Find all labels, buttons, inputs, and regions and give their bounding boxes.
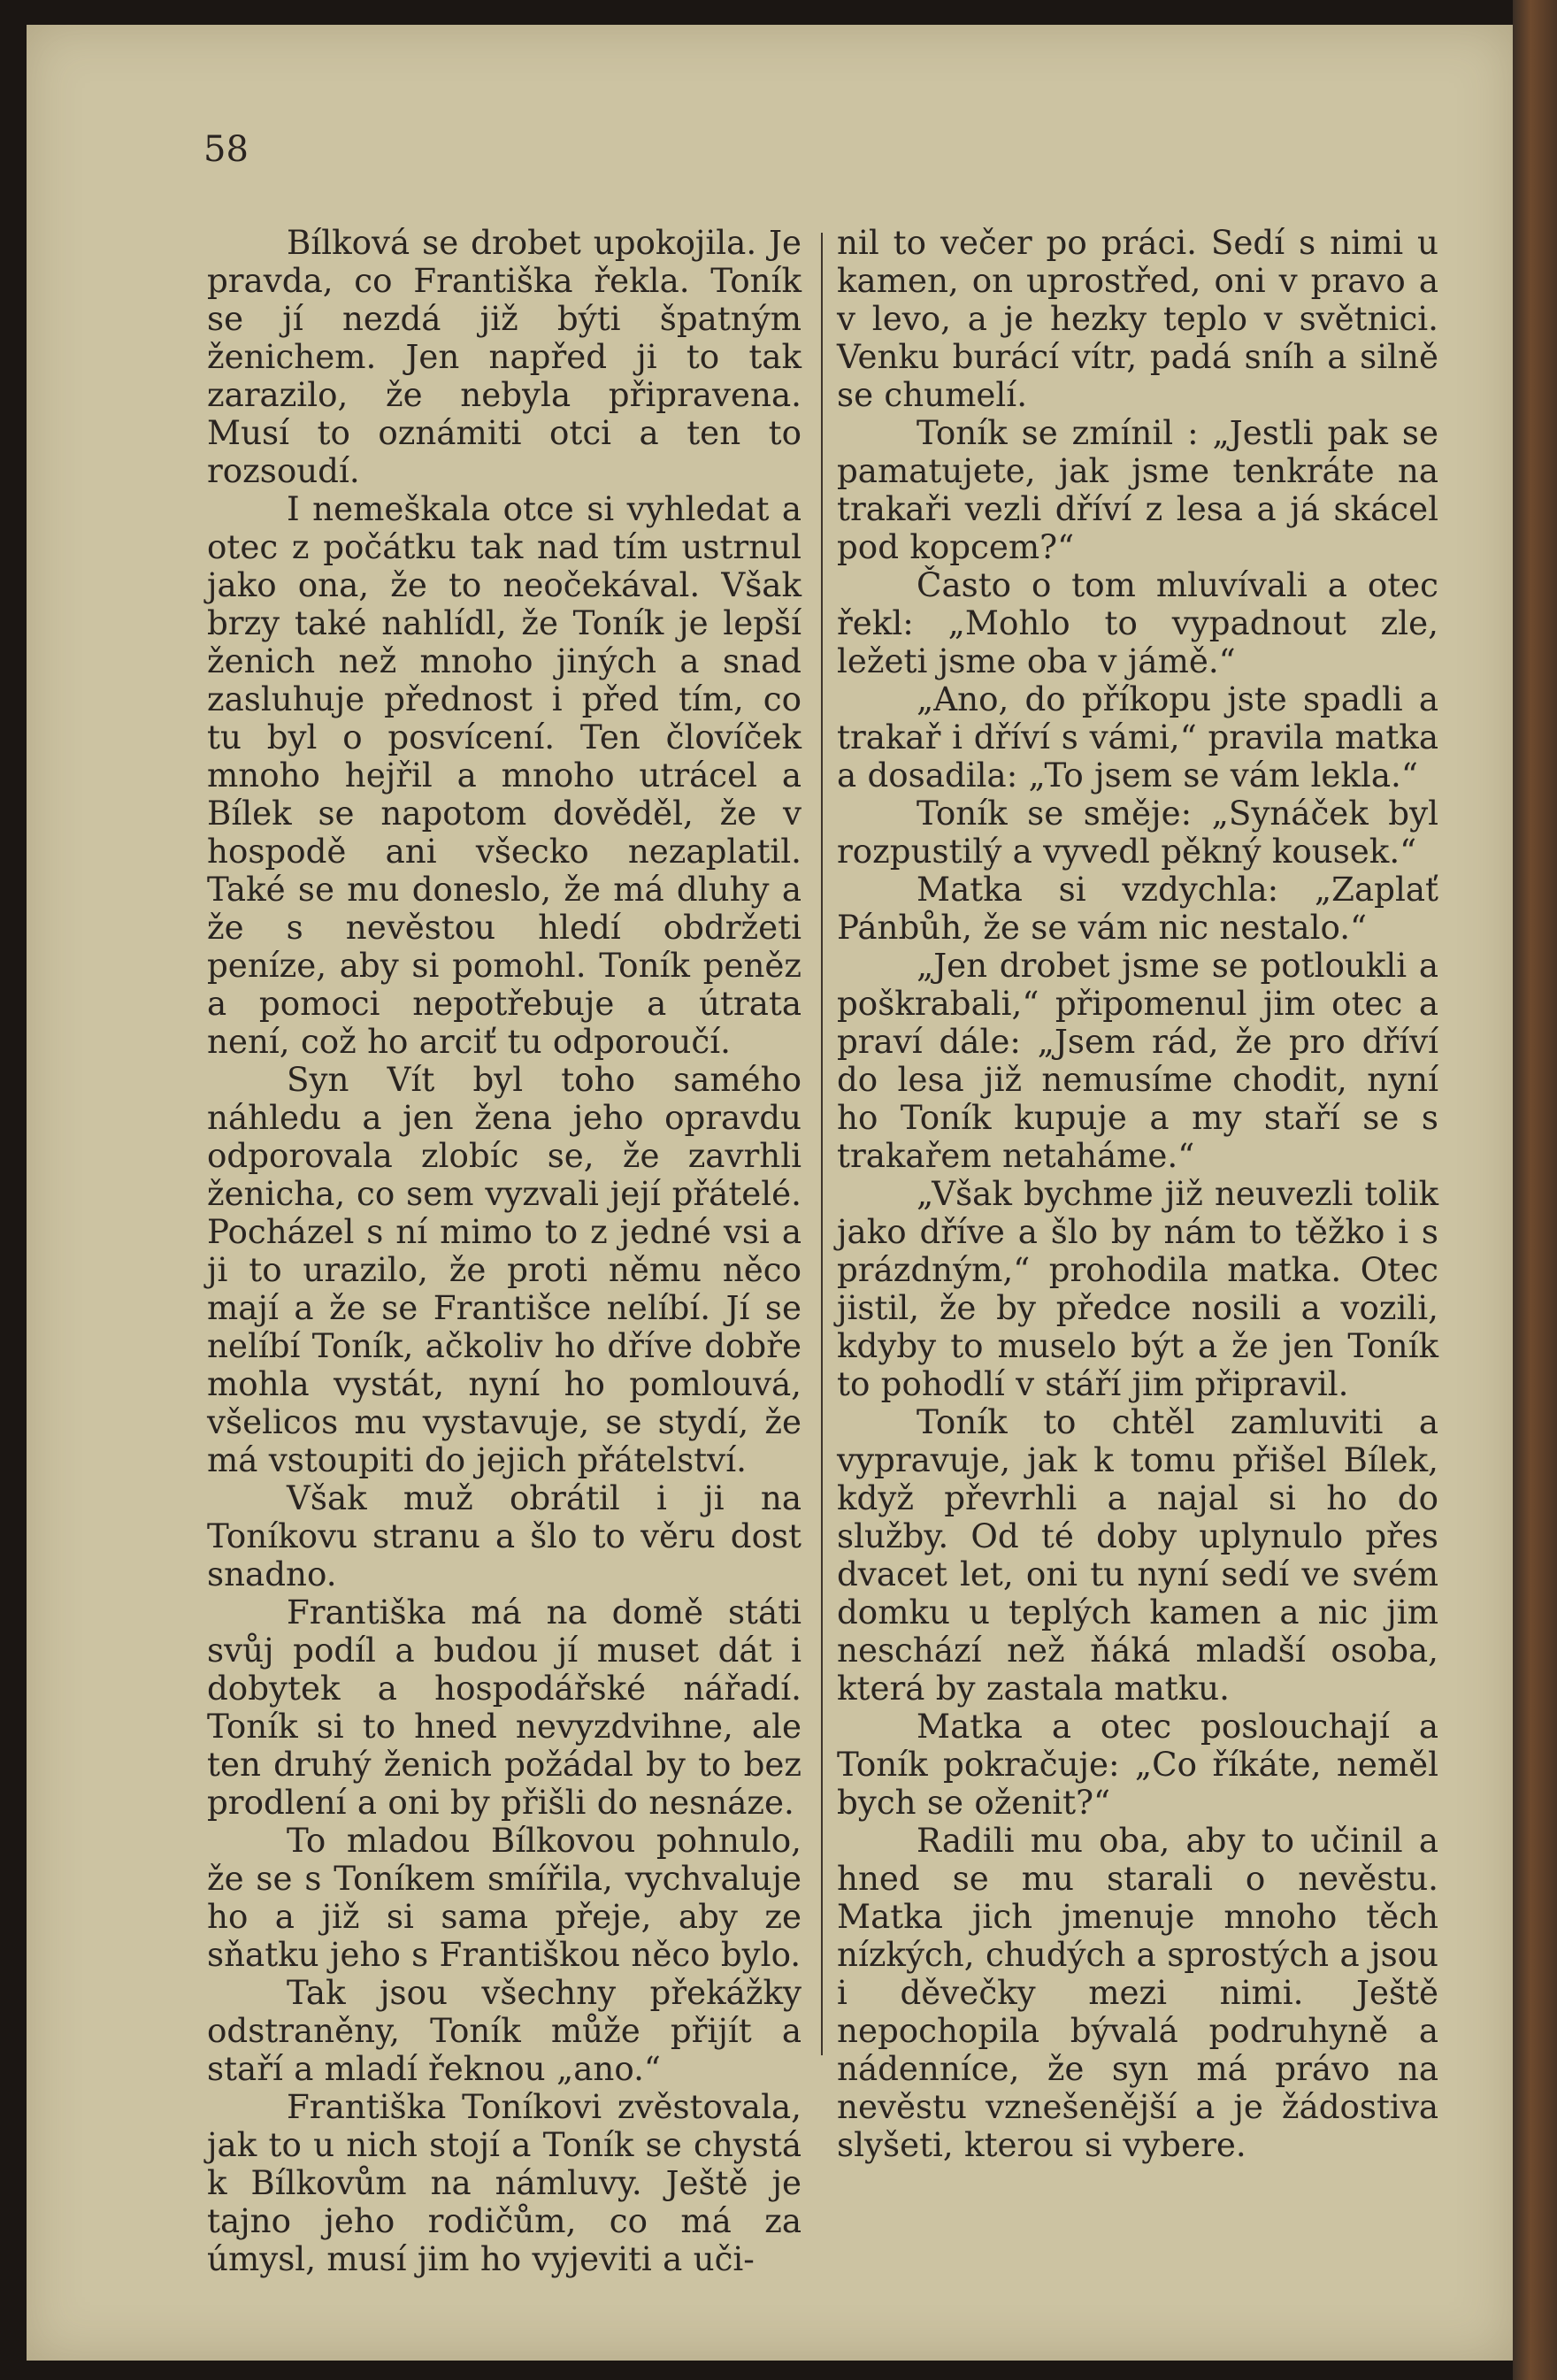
page-number: 58: [203, 129, 249, 170]
paragraph: Františka Toníkovi zvěstovala, jak to u nich stojí a Toník se chystá k Bílkovům na námluvy. Ještě je tajno jeho rodičům, co má za úmysl, musí jim ho vyjeviti a uči-: [207, 2087, 802, 2278]
paragraph: To mladou Bílkovou pohnulo, že se s Toníkem smířila, vychvaluje ho a již si sama přeje, aby ze sňatku jeho s Františkou něco bylo.: [207, 1821, 802, 1974]
paragraph: Toník se směje: „Synáček byl rozpustilý a vyvedl pěkný kousek.“: [837, 794, 1438, 871]
book-page: [27, 25, 1513, 2361]
paragraph: Tak jsou všechny překážky odstraněny, Toník může přijít a staří a mladí řeknou „ano.“: [207, 1973, 802, 2088]
paragraph: „Jen drobet jsme se potloukli a poškrabali,“ připomenul jim otec a praví dále: „Jsem rád, že pro dříví do lesa již nemusíme chodit, nyní ho Toník kupuje a my staří se s trakařem netaháme.“: [837, 946, 1438, 1175]
paragraph: Toník to chtěl zamluviti a vypravuje, jak k tomu přišel Bílek, když převrhli a najal si ho do služby. Od té doby uplynulo přes dvacet let, oni tu nyní sedí ve svém domku u teplých kamen a nic jim neschází než ňáká mladší osoba, která by zastala matku.: [837, 1402, 1438, 1708]
paragraph: Však muž obrátil i ji na Toníkovu stranu a šlo to věru dost snadno.: [207, 1478, 802, 1593]
paragraph: Radili mu oba, aby to učinil a hned se mu starali o nevěstu. Matka jich jmenuje mnoho těch nízkých, chudých a sprostých a jsou i děvečky mezi nimi. Ještě nepochopila bývalá podruhyně a nádenníce, že syn má právo na nevěstu vznešenější a je žádostiva slyšeti, kterou si vybere.: [837, 1821, 1438, 2164]
paragraph: I nemeškala otce si vyhledat a otec z počátku tak nad tím ustrnul jako ona, že to neočekával. Však brzy také nahlídl, že Toník je lepší ženich než mnoho jiných a snad zasluhuje přednost i před tím, co tu byl o posvícení. Ten človíček mnoho hejřil a mnoho utrácel a Bílek se napotom dověděl, že v hospodě ani všecko nezaplatil. Také se mu doneslo, že má dluhy a že s nevěstou hledí obdržeti peníze, aby si pomohl. Toník peněz a pomoci nepotřebuje a útrata není, což ho arciť tu odporoučí.: [207, 489, 802, 1061]
column-divider: [821, 233, 823, 2055]
right-column: [837, 224, 1438, 2164]
paragraph: „Však bychme již neuvezli tolik jako dříve a šlo by nám to těžko i s prázdným,“ prohodila matka. Otec jistil, že by předce nosili a vozili, kdyby to muselo být a že jen Toník to pohodlí v stáří jim připravil.: [837, 1174, 1438, 1403]
paragraph: Matka si vzdychla: „Zaplať Pánbůh, že se vám nic nestalo.“: [837, 870, 1438, 947]
paragraph: Syn Vít byl toho samého náhledu a jen žena jeho opravdu odporovala zlobíc se, že zavrhli ženicha, co sem vyzvali její přátelé. Pocházel s ní mimo to z jedné vsi a ji to urazilo, že proti němu něco mají a že se Františce nelíbí. Jí se nelíbí Toník, ačkoliv ho dříve dobře mohla vystát, nyní ho pomlouvá, všelicos mu vystavuje, se stydí, že má vstoupiti do jejich přátelství.: [207, 1060, 802, 1479]
paragraph: Bílková se drobet upokojila. Je pravda, co Františka řekla. Toník se jí nezdá již býti špatným ženichem. Jen napřed ji to tak zarazilo, že nebyla připravena. Musí to oznámiti otci a ten to rozsoudí.: [207, 223, 802, 490]
book-spine-edge: [1513, 0, 1557, 2380]
paragraph: „Ano, do příkopu jste spadli a trakař i dříví s vámi,“ pravila matka a dosadila: „To jsem se vám lekla.“: [837, 679, 1438, 795]
paragraph: Toník se zmínil : „Jestli pak se pamatujete, jak jsme tenkráte na trakaři vezli dříví z lesa a já skácel pod kopcem?“: [837, 413, 1438, 566]
paragraph: Často o tom mluvívali a otec řekl: „Mohlo to vypadnout zle, ležeti jsme oba v jámě.“: [837, 565, 1438, 680]
paragraph-continuation: nil to večer po práci. Sedí s nimi u kamen, on uprostřed, oni v pravo a v levo, a je hezky teplo v světnici. Venku burácí vítr, padá sníh a silně se chumelí.: [837, 223, 1438, 414]
paragraph: Františka má na domě státi svůj podíl a budou jí muset dát i dobytek a hospodářské nářadí. Toník si to hned nevyzdvihne, ale ten druhý ženich požádal by to bez prodlení a oni by přišli do nesnáze.: [207, 1593, 802, 1822]
paragraph: Matka a otec poslouchají a Toník pokračuje: „Co říkáte, neměl bych se oženit?“: [837, 1707, 1438, 1822]
left-column: [207, 224, 802, 2278]
